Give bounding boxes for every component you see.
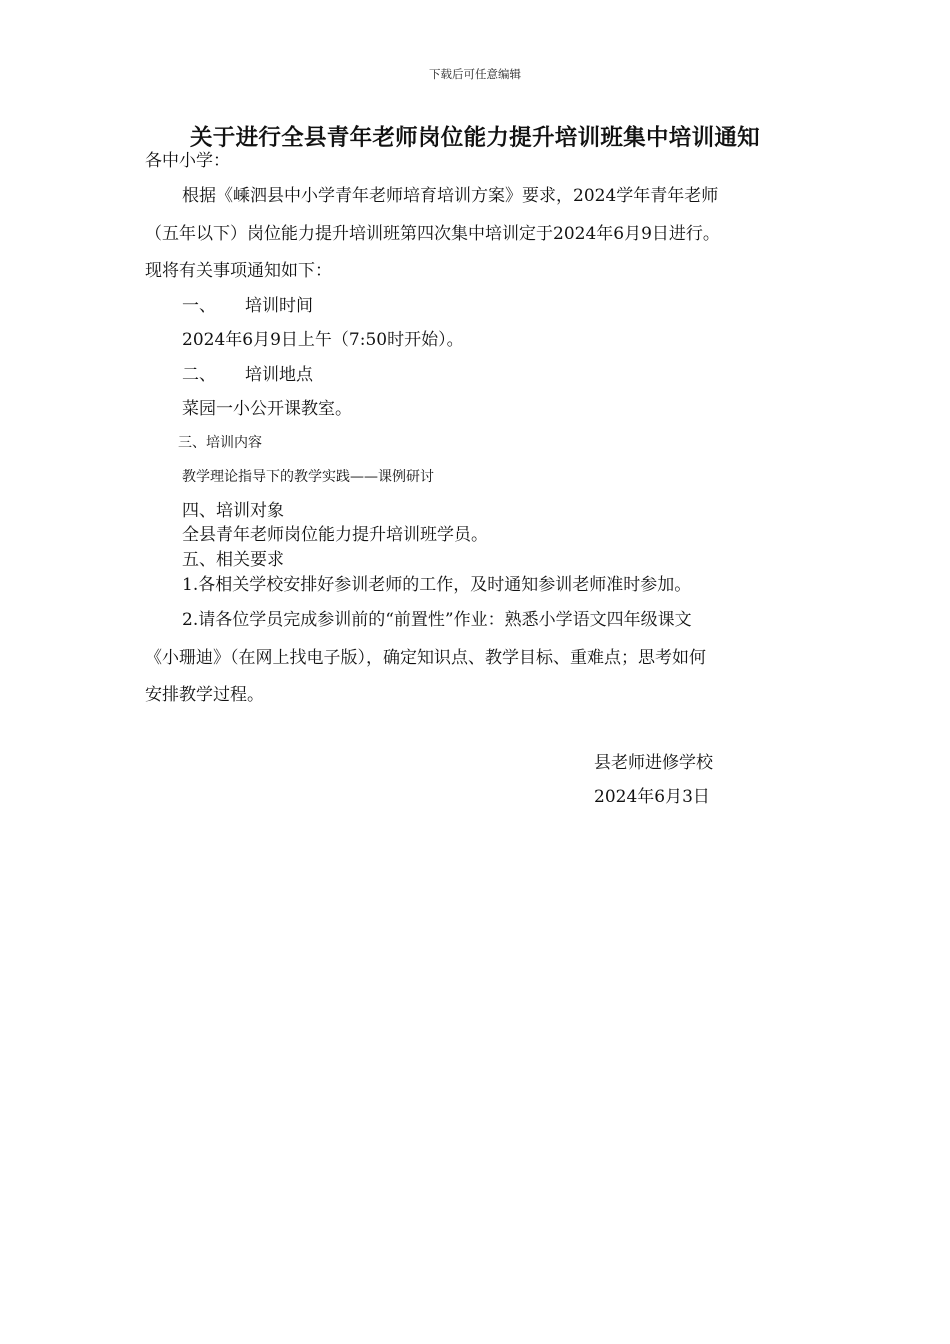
section-content-text: 教学理论指导下的教学实践——课例研讨 [182,469,434,485]
section-title: 培训时间 [245,296,313,316]
section-place-content: 菜园一小公开课教室。 [182,399,352,419]
page-header-note: 下载后可任意编辑 [429,67,521,81]
section-time-heading [182,296,313,316]
document-title: 关于进行全县青年老师岗位能力提升培训班集中培训通知 [189,125,760,151]
intro-line-1: 根据《嵊泗县中小学青年老师培育培训方案》要求，2024学年青年老师 [182,186,719,206]
requirement-item-1: 1.各相关学校安排好参训老师的工作，及时通知参训老师准时参加。 [182,575,692,595]
intro-line-3: 现将有关事项通知如下： [145,261,332,281]
section-number: 二、 [182,365,216,385]
section-number: 一、 [182,296,216,316]
requirement-item-2-line-1: 2.请各位学员完成参训前的“前置性”作业：熟悉小学语文四年级课文 [182,610,692,630]
section-requirements-heading: 五、相关要求 [182,550,284,570]
section-audience-content: 全县青年老师岗位能力提升培训班学员。 [182,525,488,545]
intro-line-2: （五年以下）岗位能力提升培训班第四次集中培训定于2024年6月9日进行。 [145,224,720,244]
section-time-content: 2024年6月9日上午（7:50时开始）。 [182,330,464,350]
section-place-heading [182,365,313,385]
section-audience-heading: 四、培训对象 [182,501,284,521]
signature-organization: 县老师进修学校 [594,753,713,773]
requirement-item-2-line-3: 安排教学过程。 [145,685,264,705]
section-title: 培训地点 [245,365,313,385]
section-content-heading: 三、培训内容 [178,435,262,451]
salutation: 各中小学： [145,151,230,171]
requirement-item-2-line-2: 《小珊迪》（在网上找电子版），确定知识点、教学目标、重难点；思考如何 [145,648,706,668]
signature-date: 2024年6月3日 [594,787,710,807]
